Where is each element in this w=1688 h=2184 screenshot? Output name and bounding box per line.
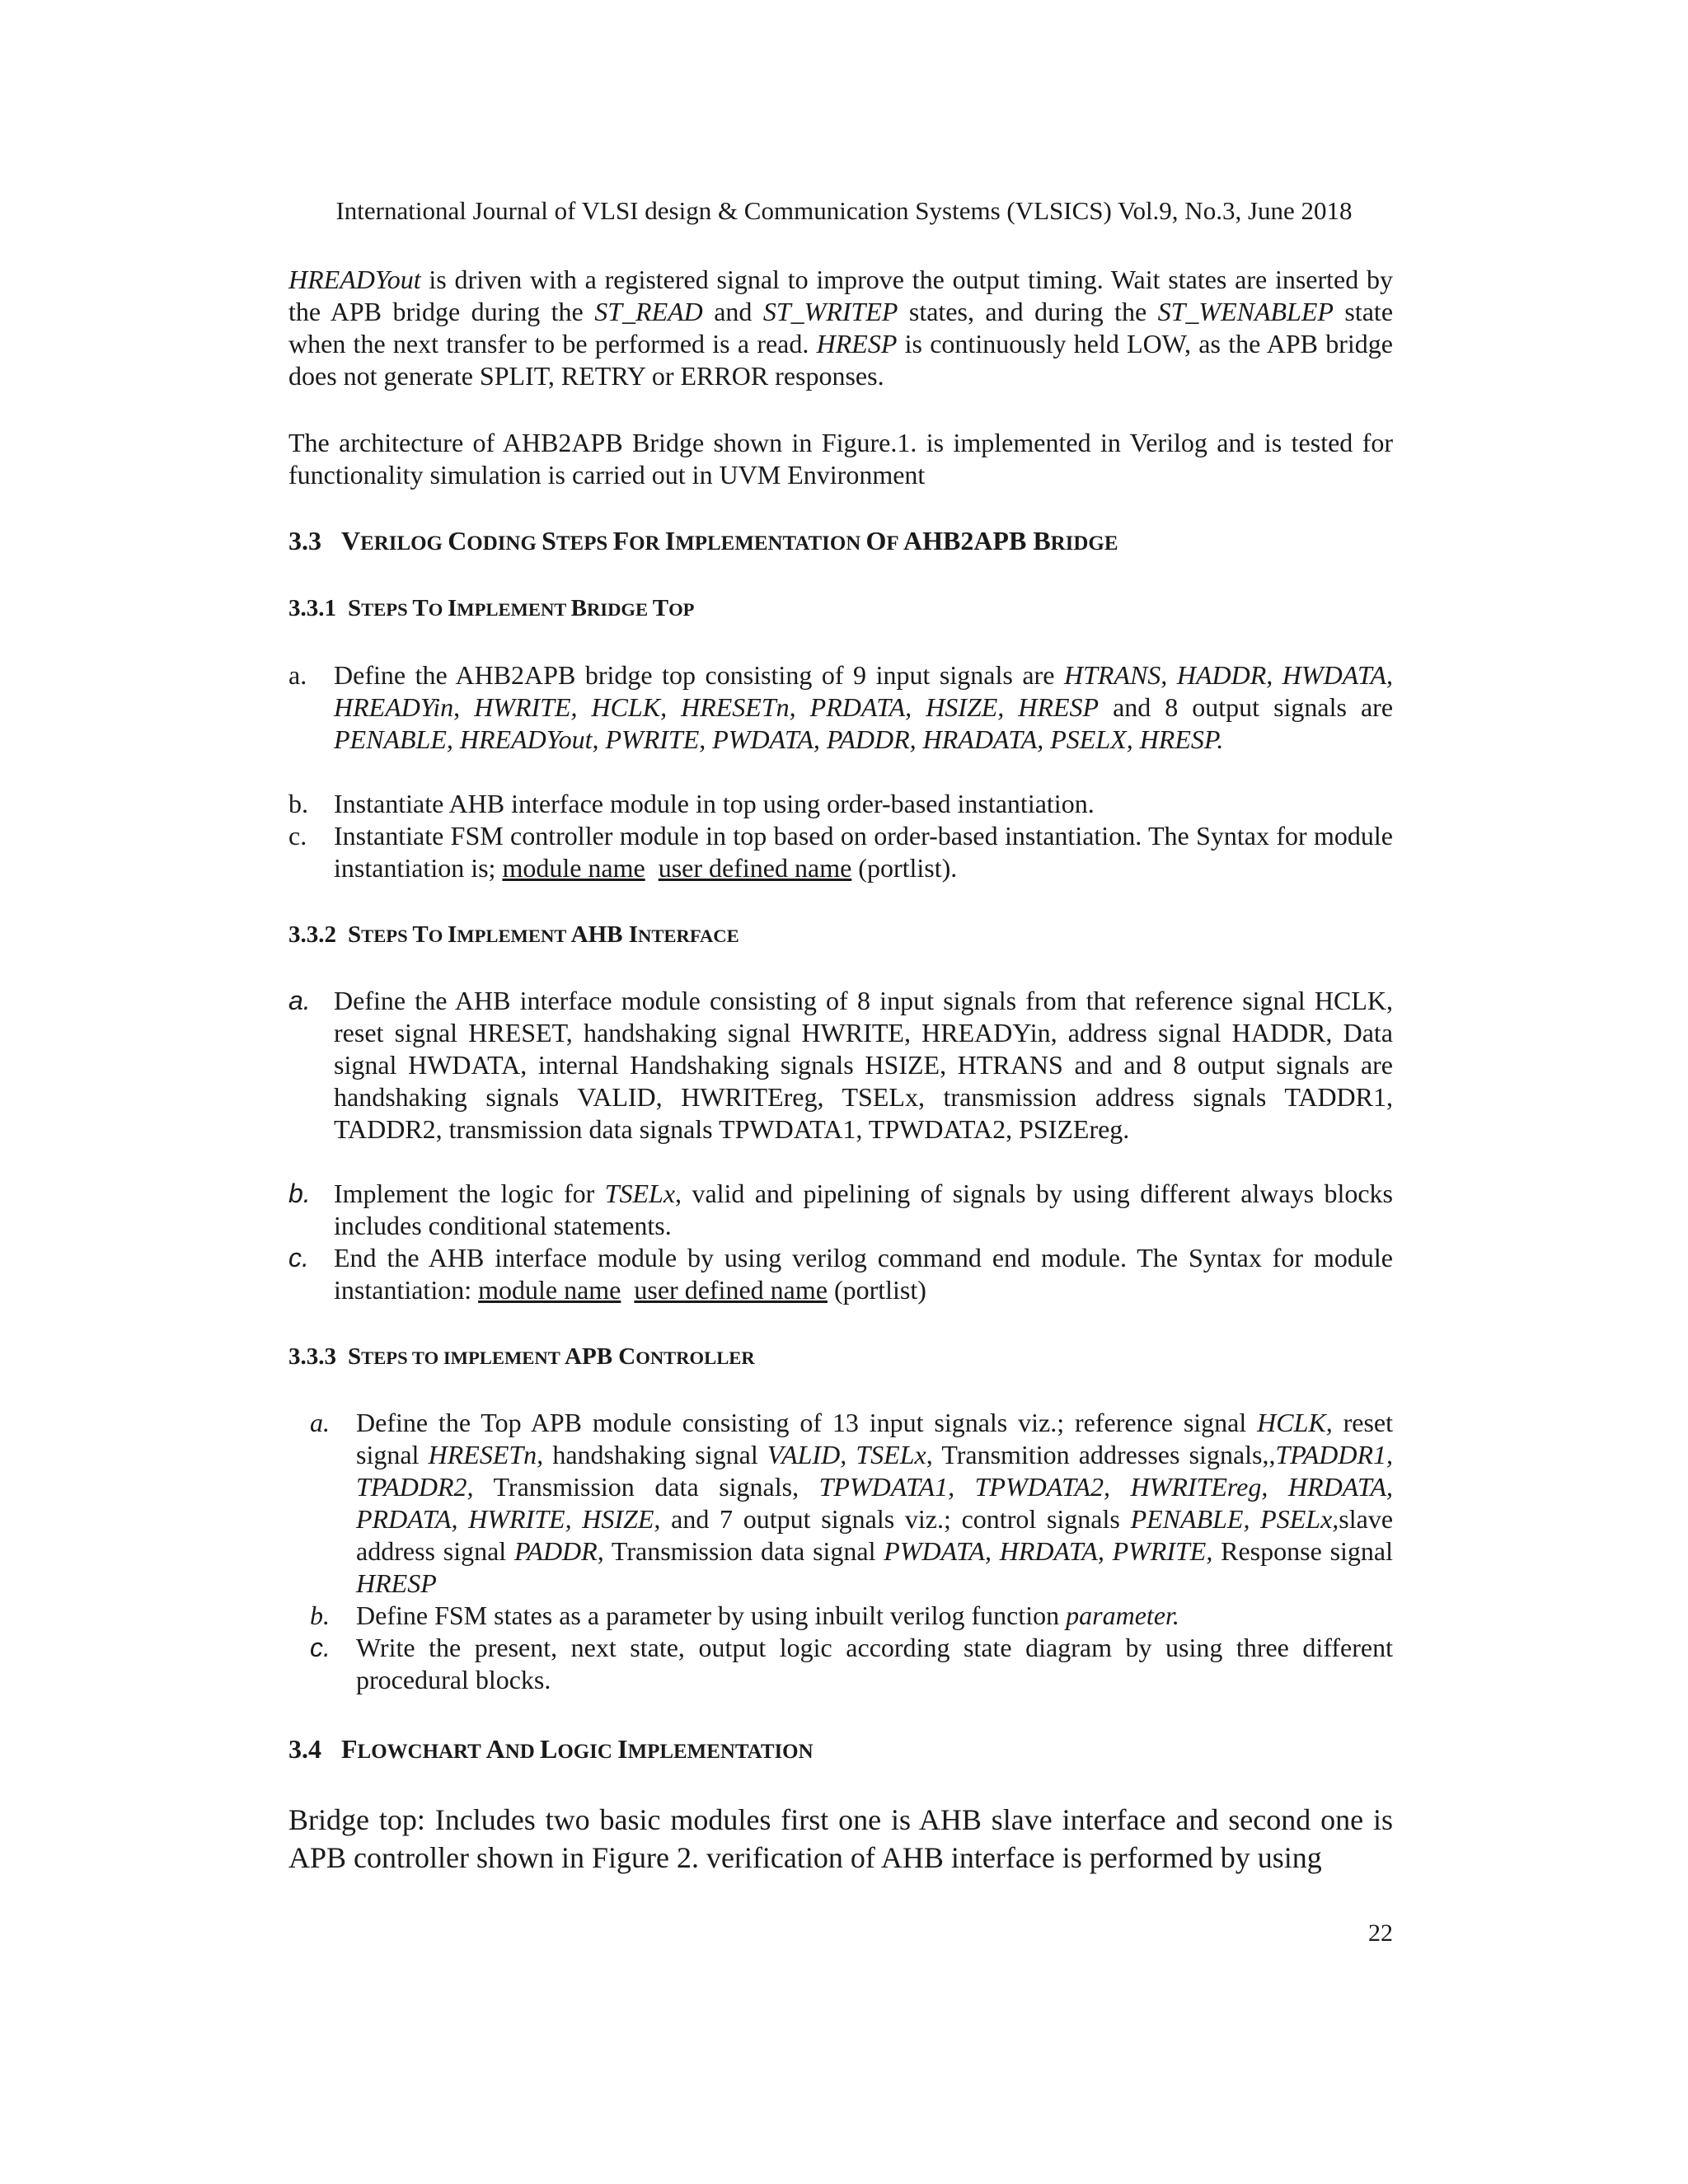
list-item-a (288, 985, 1393, 1146)
text-run: handshaking signal (543, 1440, 767, 1469)
heading-run: OR (629, 532, 665, 555)
section-heading-3-3-1 (288, 595, 695, 622)
text-run: Instantiate FSM controller module in top based on order-based instantiation. The Syntax for module instantiation is; (334, 821, 1393, 883)
text-run: state when the next transfer to be performed is a read. (288, 297, 1394, 359)
list-item-a (288, 659, 1393, 756)
text-run: End the AHB interface module by using verilog command end module. The Syntax for module instantiation: (334, 1243, 1393, 1305)
list-marker: a. (288, 986, 311, 1015)
heading-run: MPLEMENTATION (675, 532, 866, 555)
heading-run: O (428, 926, 448, 946)
text-run: and (702, 297, 763, 326)
heading-run: MPLEMENT (457, 926, 571, 946)
heading-run: TEPS (361, 926, 413, 946)
text-run (645, 853, 659, 883)
text-run: states, and during the (898, 297, 1158, 326)
heading-run: V (341, 526, 361, 555)
heading-run: TEPS (556, 532, 613, 555)
heading-run: C (448, 526, 467, 555)
signal-name: TPWDATA1, TPWDATA2, HWRITEreg, HRDATA, PRDATA, HWRITE, HSIZE, (356, 1472, 1394, 1534)
section-number: 3.3 (288, 526, 321, 555)
text-run: is driven with a registered signal to improve the output timing. Wait states are inserted by the APB bridge during the (288, 265, 1393, 326)
signal-name: HCLK, (1257, 1408, 1333, 1437)
list-item-text (334, 659, 1393, 756)
paragraph-architecture: The architecture of AHB2APB Bridge shown in Figure.1. is implemented in Verilog and is tested for functionality simulation is carried out in UVM Environment (288, 428, 1393, 490)
signal-name: parameter. (1066, 1601, 1179, 1630)
signal-name: VALID, TSELx (767, 1440, 926, 1469)
signal-name: HRESP (816, 329, 898, 359)
list-item-b (288, 1178, 1393, 1242)
heading-run: AHB I (570, 921, 639, 948)
heading-run: L (539, 1734, 558, 1764)
text-run: Response signal (1212, 1536, 1393, 1566)
heading-run: F (612, 526, 630, 555)
list-item-a (310, 1407, 1393, 1600)
list-item-c (310, 1632, 1393, 1696)
section-heading-3-4 (288, 1734, 814, 1765)
heading-run: F (886, 532, 903, 555)
syntax-term: user defined name (658, 853, 852, 883)
list-item-c (288, 1242, 1393, 1306)
text-run: (portlist). (851, 853, 958, 883)
section-heading-3-3 (288, 526, 1118, 556)
paragraph-bridge-top: Bridge top: Includes two basic modules first one is AHB slave interface and second one is APB controller shown in Figure 2. verification of AHB interface is performed by using (288, 1803, 1393, 1874)
heading-run: ND (504, 1741, 540, 1763)
heading-run: I (664, 526, 676, 555)
text-run: Transmission data signals, (473, 1472, 819, 1502)
signal-name: HRESP (356, 1568, 437, 1598)
section-number: 3.3.3 (288, 1343, 336, 1370)
syntax-term: user defined name (634, 1275, 828, 1305)
heading-run: F (341, 1734, 358, 1764)
text-run: Define FSM states as a parameter by using inbuilt verilog function (356, 1601, 1067, 1630)
heading-run: S (348, 1343, 362, 1370)
list-marker: c. (310, 1633, 331, 1662)
heading-run: LOWCHART (357, 1741, 486, 1763)
heading-run: MPLEMENTATION (627, 1741, 814, 1763)
heading-run: TEPS (361, 599, 413, 620)
signal-name: PENABLE, HREADYout, PWRITE, PWDATA, PADDR, HRADATA, PSELX, HRESP. (334, 724, 1224, 754)
list-item-b (288, 788, 1393, 820)
heading-run: O (865, 526, 887, 555)
heading-run: T (412, 921, 429, 948)
signal-name: HREADYout (288, 265, 421, 294)
list-item-text (334, 1178, 1393, 1242)
heading-run: I (617, 1734, 628, 1764)
heading-run: A (485, 1734, 505, 1764)
heading-run: S (542, 526, 556, 555)
heading-run: O (428, 599, 448, 620)
page-number: 22 (1368, 1919, 1393, 1947)
list-marker: b. (288, 1179, 311, 1208)
syntax-term: module name (502, 853, 645, 883)
heading-run: MPLEMENT (457, 599, 571, 620)
list-marker: a. (310, 1408, 330, 1437)
heading-run: APB C (565, 1343, 636, 1370)
heading-run: B (570, 595, 587, 621)
signal-name: ST_WRITEP (762, 297, 898, 326)
list-marker: b. (310, 1601, 330, 1630)
list-item-text (334, 820, 1393, 884)
signal-name: HRESETn, (428, 1440, 544, 1469)
heading-run: S (348, 921, 362, 948)
text-run (621, 1275, 634, 1305)
heading-run: T (412, 595, 429, 621)
heading-run: S (348, 595, 362, 621)
list-marker: c. (288, 1243, 309, 1272)
signal-name: ST_WENABLEP (1157, 297, 1334, 326)
heading-run: NTERFACE (638, 926, 739, 946)
list-item-text (356, 1407, 1393, 1600)
syntax-term: module name (478, 1275, 621, 1305)
list-marker: b. (288, 789, 308, 818)
signal-name: PWDATA, HRDATA, PWRITE, (884, 1536, 1213, 1566)
text-run: Transmission data signal (603, 1536, 884, 1566)
list-marker: c. (288, 821, 307, 851)
text-run: Define the AHB2APB bridge top consisting of 9 input signals are (334, 660, 1064, 690)
list-marker: a. (288, 660, 307, 690)
text-run: and 7 output signals viz.; control signals (660, 1504, 1131, 1534)
text-run: , (453, 692, 475, 722)
signal-name: TSELx (604, 1179, 676, 1208)
list-item-text: Instantiate AHB interface module in top using order-based instantiation. (334, 789, 1095, 818)
running-header: International Journal of VLSI design & Communication Systems (VLSICS) Vol.9, No.3, June 2018 (335, 196, 1353, 225)
heading-run: RIDGE (1050, 532, 1118, 555)
list-item-c (288, 820, 1393, 884)
list-item-b (310, 1600, 1393, 1632)
text-run: is continuously held LOW, as the APB bridge does not generate SPLIT, RETRY or ERROR responses. (288, 329, 1394, 391)
heading-run: I (447, 595, 457, 621)
heading-run: T (652, 595, 669, 621)
signal-name: ST_READ (594, 297, 703, 326)
paragraph-hreadyout (288, 264, 1393, 392)
heading-run: ERILOG (360, 532, 448, 555)
text-run: Define the Top APB module consisting of 13 input signals viz.; reference signal (356, 1408, 1258, 1437)
heading-run: AHB2APB B (903, 526, 1051, 555)
signal-name: PENABLE, PSELx, (1130, 1504, 1339, 1534)
text-run: , Transmition addresses signals,, (926, 1440, 1276, 1469)
text-run: , valid and pipelining of signals by using different always blocks includes conditional statements. (334, 1179, 1394, 1240)
section-heading-3-3-2 (288, 921, 739, 949)
signal-name: HWRITE, HCLK, HRESETn, PRDATA, HSIZE, HRESP (474, 692, 1100, 722)
heading-run: OGIC (557, 1741, 618, 1763)
text-run: Implement the logic for (334, 1179, 605, 1208)
list-item-text (356, 1600, 1393, 1632)
text-run: slave address signal (356, 1504, 1394, 1566)
heading-run: RIDGE (586, 599, 653, 620)
signal-name: PADDR, (513, 1536, 604, 1566)
list-item-text (334, 1242, 1393, 1306)
text-run: (portlist) (827, 1275, 926, 1305)
text-run: reset signal (356, 1408, 1394, 1469)
heading-run: ONTROLLER (635, 1347, 755, 1368)
text-run: and 8 output signals are (1099, 692, 1394, 722)
heading-run: OP (668, 599, 695, 620)
signal-name: HTRANS, HADDR, HWDATA, HREADYin (334, 660, 1394, 722)
heading-run: ODING (467, 532, 542, 555)
heading-run: I (447, 921, 457, 948)
section-number: 3.3.1 (288, 595, 336, 621)
list-item-text: Define the AHB interface module consisting of 8 input signals from that reference signal HCLK, reset signal HRESET, handshaking signal HWRITE, HREADYin, address signal HADDR, Data signal HWDATA, internal Handshaking signals HSIZE, HTRANS and and 8 output signals are handshaking signals VALID, HWRITEreg, TSELx, transmission address signals TADDR1, TADDR2, transmission data signals TPWDATA1, TPWDATA2, PSIZEreg. (334, 986, 1393, 1144)
section-heading-3-3-3 (288, 1343, 755, 1371)
section-number: 3.4 (288, 1734, 321, 1764)
section-number: 3.3.2 (288, 921, 336, 948)
list-item-text: Write the present, next state, output logic according state diagram by using three different procedural blocks. (356, 1633, 1393, 1694)
signal-name: TPADDR1, TPADDR2, (356, 1440, 1394, 1502)
heading-run: TEPS TO IMPLEMENT (361, 1347, 565, 1368)
